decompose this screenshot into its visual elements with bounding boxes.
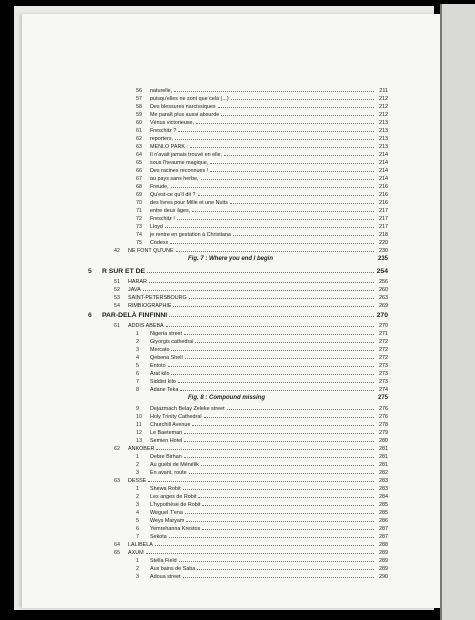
entry-number: 64 [114,542,120,548]
page-number: 285 [379,502,388,508]
toc-entry [88,353,388,361]
entry-number: 3 [136,502,139,508]
page-number: 289 [379,566,388,572]
entry-title: Semien Hotel [150,438,183,444]
entry-title: ADDIS ABEBA [128,323,164,329]
dot-leader [175,134,374,140]
figure-caption [88,254,388,265]
toc-entry [88,508,388,516]
entry-number: 1 [136,486,139,492]
dot-leader [171,369,374,375]
page-number: 214 [379,176,388,182]
dot-leader [210,166,374,172]
entry-number: 4 [136,355,139,361]
entry-title: Arat kilo [150,371,170,377]
dot-leader [148,476,374,482]
dot-leader [180,385,374,391]
entry-number: 59 [136,112,142,118]
toc-entry [88,444,388,452]
toc-entry [88,246,388,254]
dot-leader [173,301,374,307]
entry-title: des livres pour Mille et une Nuits [150,200,228,206]
dot-leader [171,182,374,188]
toc-entry [88,532,388,540]
page-number: 279 [379,430,388,436]
entry-title: Debre Birhan [150,454,182,460]
dot-leader [149,277,374,283]
page-number: 281 [379,446,388,452]
toc-entry [88,206,388,214]
entry-number: 61 [114,323,120,329]
entry-title: SAINT-PETERSBOURG [128,295,187,301]
entry-title: Adoua street [150,574,181,580]
entry-title: LALIBELA [128,542,153,548]
page-number: 217 [379,208,388,214]
entry-title: Stella Field [150,558,177,564]
page-number: 278 [379,422,388,428]
toc-entry [88,385,388,393]
page-number: 273 [379,371,388,377]
dot-leader [177,214,374,220]
entry-title: naturelle, [150,88,173,94]
page-number: 285 [379,510,388,516]
entry-title: L'hypothèse de Robit [150,502,201,508]
page-number: 260 [379,287,388,293]
entry-title: Sekota [150,534,167,540]
toc-entry [88,468,388,476]
entry-title: HARAR [128,279,147,285]
dot-leader [184,452,374,458]
entry-number: 66 [136,168,142,174]
dot-leader [170,238,374,244]
entry-title: Freschitz ? [150,128,177,134]
entry-title: En avant, route [150,470,187,476]
page-number: 272 [379,339,388,345]
page-number: 214 [379,160,388,166]
entry-number: 68 [136,184,142,190]
toc-entry [88,102,388,110]
page-number: 211 [379,88,388,94]
entry-title: AXUM [128,550,144,556]
toc-entry [88,369,388,377]
entry-number: 5 [136,518,139,524]
page-number: 269 [379,303,388,309]
entry-number: 4 [136,510,139,516]
dot-leader [227,404,374,410]
entry-number: 51 [114,279,120,285]
entry-number: 62 [136,136,142,142]
dot-leader [201,460,374,466]
entry-title: Entoto [150,363,166,369]
toc-entry [88,476,388,484]
entry-title: je rentre en gestation à Christiana [150,232,231,238]
entry-number: 73 [136,224,142,230]
entry-title: Codexx [150,240,169,246]
toc-entry [88,94,388,102]
dot-leader [224,150,374,156]
toc-entry [88,377,388,385]
toc-entry [88,126,388,134]
entry-number: 3 [136,470,139,476]
page-number: 274 [379,387,388,393]
toc-entry [88,301,388,309]
toc-entry [88,420,388,428]
dot-leader [218,102,374,108]
dot-leader [184,436,374,442]
dot-leader [146,548,374,554]
toc-entry [88,86,388,94]
entry-title: Qebena Shell [150,355,183,361]
entry-title: Il n'avait jamais trouvé en elle, [150,152,223,158]
entry-title: Me paraît plus aussi absurde [150,112,220,118]
page-number: 270 [379,323,388,329]
dot-leader [195,337,374,343]
entry-number: 61 [136,128,142,134]
dot-leader [183,572,374,578]
toc-entry [88,285,388,293]
entry-title: Vénus victorieuse, [150,120,195,126]
entry-number: 70 [136,200,142,206]
page-number: 263 [379,295,388,301]
entry-number: 8 [136,387,139,393]
page-number: 280 [379,438,388,444]
toc-entry [88,564,388,572]
entry-title: Les anges de Robit [150,494,197,500]
entry-title: Adane Teka [150,387,179,393]
entry-number: 75 [136,240,142,246]
entry-number: 13 [136,438,142,444]
page-number: 214 [379,168,388,174]
toc-entry [88,142,388,150]
toc-entry [88,540,388,548]
page-number: 256 [379,279,388,285]
caption-text: Fig. 8 : Compound missing [188,395,265,401]
entry-title: Des blessures narcissiques [150,104,216,110]
entry-number: 11 [136,422,142,428]
dot-leader [192,420,374,426]
dot-leader [165,222,374,228]
page-number: 212 [379,96,388,102]
entry-number: 2 [136,494,139,500]
toc-entry [88,484,388,492]
entry-number: 7 [136,534,139,540]
entry-title: R SUR ET DE [102,268,146,275]
entry-number: 3 [136,347,139,353]
entry-number: 6 [136,526,139,532]
entry-title: Freschitz ! [150,216,175,222]
dot-leader [202,524,374,530]
entry-number: 12 [136,430,142,436]
entry-title: Le Baeteman [150,430,183,436]
toc-entry [88,230,388,238]
entry-title: Qu'est-ce qu'il dit ? [150,192,196,198]
dot-leader [183,484,374,490]
entry-number: 69 [136,192,142,198]
entry-number: 62 [114,446,120,452]
caption-text: Fig. 7 : Where you end I begin [188,256,274,262]
dot-leader [185,353,374,359]
page-number: 217 [379,216,388,222]
entry-number: 65 [114,550,120,556]
toc-entry [88,222,388,230]
dot-leader [166,321,374,327]
page-number: 286 [379,518,388,524]
entry-number: 1 [136,558,139,564]
toc-entry [88,150,388,158]
entry-title: Des racines reconnues ! [150,168,209,174]
dot-leader [221,110,374,116]
page-number: 287 [379,526,388,532]
entry-title: Weguel T'ena [150,510,183,516]
entry-title: Freude, [150,184,169,190]
toc-entry [88,190,388,198]
page-number: 281 [379,454,388,460]
dot-leader [169,532,374,538]
entry-number: 2 [136,462,139,468]
entry-number: 56 [136,88,142,94]
toc-entry [88,329,388,337]
toc-entry [88,293,388,301]
dot-leader [196,118,374,124]
entry-number: 6 [136,371,139,377]
page-number: 276 [379,414,388,420]
dot-leader [189,293,374,299]
entry-title: ANKOBER [128,446,155,452]
entry-title: au pays sans herbe, [150,176,199,182]
dot-leader [190,142,374,148]
page-number: 290 [379,574,388,580]
page-number: 288 [379,542,388,548]
page-number: 283 [379,486,388,492]
entry-title: Lloyd [150,224,163,230]
toc-entry [88,460,388,468]
toc-section-entry [88,311,388,321]
page-number: 230 [379,248,388,254]
entry-number: 54 [114,303,120,309]
dot-leader [197,564,374,570]
entry-title: NE FONT QU'UNE [128,248,174,254]
page-number: 216 [379,200,388,206]
entry-title: Yemrehanna Krestos [150,526,201,532]
entry-number: 2 [136,339,139,345]
toc-entry [88,337,388,345]
page-number: 213 [379,128,388,134]
page-number: 289 [379,550,388,556]
entry-title: Shewa Robit [150,486,181,492]
dot-leader [186,516,374,522]
dot-leader [184,329,374,335]
entry-number: 7 [136,379,139,385]
page-number: 213 [379,144,388,150]
toc-entry [88,321,388,329]
entry-number: 72 [136,216,142,222]
page-number: 275 [377,395,388,401]
entry-number: 9 [136,406,139,412]
table-of-contents [88,86,388,580]
entry-number: 6 [88,312,92,319]
entry-number: 71 [136,208,142,214]
dot-leader [201,174,374,180]
toc-entry [88,277,388,285]
facing-page-edge [440,4,475,620]
entry-title: Dejazmach Belay Zeleke street [150,406,225,412]
entry-number: 42 [114,248,120,254]
page-number: 216 [379,184,388,190]
dot-leader [156,444,374,450]
entry-number: 1 [136,331,139,337]
page-number: 216 [379,192,388,198]
toc-entry [88,198,388,206]
dot-leader [184,428,374,434]
page-number: 273 [379,363,388,369]
entry-title: entre deux âges, [150,208,191,214]
page-number: 272 [379,347,388,353]
dot-leader [155,540,374,546]
toc-entry [88,436,388,444]
entry-title: Aux bains de Saba [150,566,196,572]
toc-entry [88,412,388,420]
dot-leader [171,345,374,351]
entry-title: Churchill Avenue [150,422,191,428]
page-number: 283 [379,478,388,484]
page-number: 284 [379,494,388,500]
page-number: 220 [379,240,388,246]
page-number: 212 [379,104,388,110]
dot-leader [204,412,374,418]
dot-leader [230,198,374,204]
toc-entry [88,548,388,556]
toc-entry [88,556,388,564]
dot-leader [147,267,374,273]
entry-title: JAVA [128,287,141,293]
entry-title: puisqu'elles ne sont que cela (...) [150,96,229,102]
dot-leader [231,94,374,100]
entry-title: Mercato [150,347,170,353]
dot-leader [178,126,374,132]
page-number: 272 [379,355,388,361]
page-number: 254 [376,268,388,275]
toc-entry [88,500,388,508]
entry-title: DESSE [128,478,147,484]
page-number: 213 [379,120,388,126]
toc-entry [88,572,388,580]
entry-number: 63 [136,144,142,150]
entry-title: Giyorgis cathedral [150,339,194,345]
toc-entry [88,182,388,190]
entry-title: Siddist kilo [150,379,176,385]
entry-number: 5 [136,363,139,369]
entry-number: 5 [88,268,92,275]
dot-leader [210,158,374,164]
page-number: 212 [379,112,388,118]
entry-title: PAR-DELÀ FINFINNI [102,312,168,319]
toc-entry [88,361,388,369]
toc-section-entry [88,267,388,277]
page-number: 217 [379,224,388,230]
page-number: 273 [379,379,388,385]
toc-entry [88,134,388,142]
entry-number: 60 [136,120,142,126]
entry-title: Au guébi de Ménélik [150,462,199,468]
entry-number: 53 [114,295,120,301]
entry-number: 52 [114,287,120,293]
toc-entry [88,214,388,222]
page-number: 214 [379,152,388,158]
dot-leader [178,377,374,383]
toc-entry [88,345,388,353]
entry-number: 2 [136,566,139,572]
dot-leader [168,361,374,367]
entry-number: 58 [136,104,142,110]
entry-number: 74 [136,232,142,238]
entry-title: RIMBIOGRAPHIE [128,303,172,309]
dot-leader [169,311,374,317]
entry-title: sous l'heaume magique, [150,160,209,166]
toc-entry [88,404,388,412]
entry-title: Nigeria street [150,331,183,337]
dot-leader [202,500,374,506]
figure-caption [88,393,388,404]
dot-leader [176,246,374,252]
dot-leader [198,190,374,196]
entry-title: MENLO PARK : [150,144,188,150]
page-number: 235 [377,256,388,262]
dot-leader [189,468,374,474]
page-number: 218 [379,232,388,238]
toc-entry [88,238,388,246]
entry-number: 64 [136,152,142,158]
page-number: 271 [379,331,388,337]
page-number: 289 [379,558,388,564]
dot-leader [233,230,374,236]
toc-entry [88,492,388,500]
toc-entry [88,118,388,126]
page-number: 281 [379,462,388,468]
page-number: 270 [376,312,388,319]
entry-number: 10 [136,414,142,420]
toc-entry [88,166,388,174]
toc-entry [88,524,388,532]
entry-number: 1 [136,454,139,460]
entry-title: Holy Trinity Cathedral [150,414,202,420]
dot-leader [179,556,374,562]
dot-leader [174,86,374,92]
toc-entry [88,516,388,524]
toc-entry [88,158,388,166]
dot-leader [185,508,374,514]
toc-entry [88,174,388,182]
entry-number: 63 [114,478,120,484]
entry-title: Weys Maryam [150,518,185,524]
toc-entry [88,110,388,118]
dot-leader [143,285,374,291]
toc-entry [88,428,388,436]
page-number: 276 [379,406,388,412]
entry-number: 65 [136,160,142,166]
dot-leader [192,206,374,212]
page-number: 282 [379,470,388,476]
dot-leader [198,492,374,498]
entry-number: 57 [136,96,142,102]
page-number: 287 [379,534,388,540]
entry-title: reporters, [150,136,174,142]
toc-entry [88,452,388,460]
entry-number: 67 [136,176,142,182]
entry-number: 3 [136,574,139,580]
page-number: 213 [379,136,388,142]
